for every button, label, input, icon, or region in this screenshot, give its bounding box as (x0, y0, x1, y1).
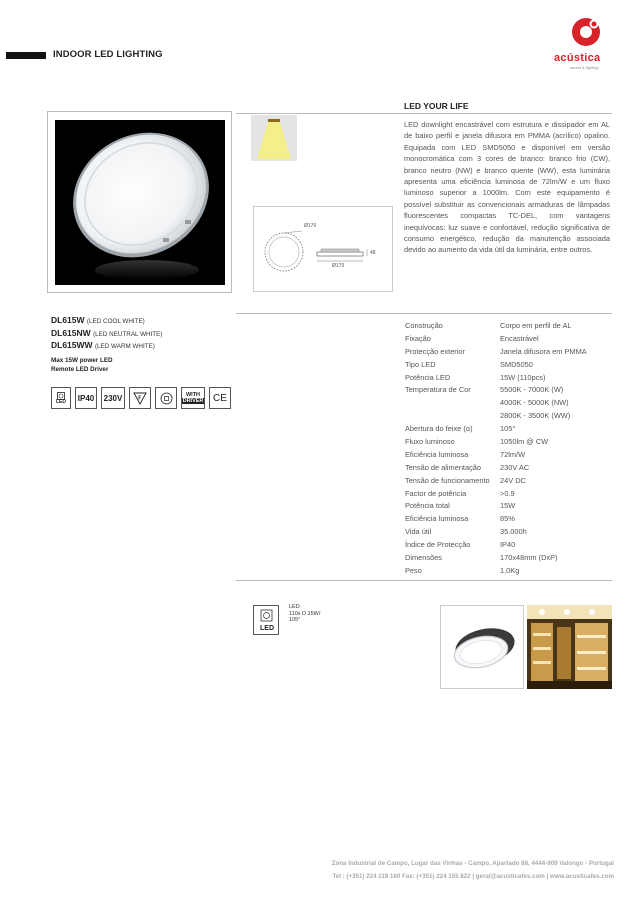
svg-text:F: F (138, 395, 142, 401)
shop-interior-image (527, 605, 612, 689)
logo-word: acústica (554, 52, 601, 64)
spec-value: 105° (500, 424, 516, 434)
spec-value: 15W (500, 501, 516, 511)
spec-key: Tipo LED (405, 359, 436, 369)
spec-key: Eficiência luminosa (405, 514, 469, 524)
height-label: 48 (370, 250, 376, 256)
spec-value: 85% (500, 514, 515, 524)
led-module-label: LED (260, 625, 274, 632)
spec-key: Factor de potência (405, 488, 467, 498)
dimension-drawing (253, 206, 393, 292)
product-description: LED downlight encastrável com estrutura e dissipador em AL de baixo perfil e janela difusora em PMMA (acrílico) opalino. Equipada com LED SMD5050 e disponível em versão monocromática com 3 cores de branco: branco frio (CW), branco neutro (NW) e branco quente (WW), esta luminária apresenta uma eficiência luminosa de 72lm/W e um fluxo luminoso superior a 1000lm. Com este equipamento é possível substituir as convencionais armaduras de lâmpadas fluorescentes compactas TC-DEL, com vantagens inequívocas: luz suave e confortável, redução significativa de consumo energético, redução da manutenção associada devido ao aumento da vida útil da luminária, entre outros. (404, 120, 610, 255)
class-ii-icon (155, 387, 177, 409)
voltage-icon: 230V (101, 387, 125, 409)
feature-item: Max 15W power LED (51, 357, 113, 364)
spec-value: 170x48mm (DxP) (500, 553, 558, 563)
spec-key: Tensão de alimentação (405, 462, 482, 472)
diameter-label: Ø170 (304, 223, 317, 229)
spec-value: 24V DC (500, 475, 526, 485)
spec-key: Tensão de funcionamento (405, 475, 490, 485)
spec-key: Peso (405, 565, 422, 575)
installation-photo (527, 605, 612, 689)
header-bar (6, 52, 46, 59)
header-title: INDOOR LED LIGHTING (53, 49, 163, 60)
footer-contacts: Tel : (+351) 224 119 160 Fax: (+351) 224 155 822 | geral@acusticafes.com | www.acusticafes.com (332, 873, 614, 880)
with-driver-icon: WITH DRIVER (181, 387, 205, 409)
logo-tagline: sound & lighting (570, 65, 599, 70)
spec-value: SMD5050 (500, 359, 533, 369)
spec-value: 72lm/W (500, 449, 526, 459)
light-beam-icon (251, 115, 297, 161)
logo-mark-icon (548, 14, 620, 54)
spec-value: Corpo em perfil de AL (500, 321, 572, 330)
spec-value: 35.000h (500, 527, 527, 537)
certification-icons (51, 387, 231, 409)
model-line: DL615W (LED COOL WHITE) (51, 315, 145, 325)
spec-key: Fixação (405, 333, 431, 343)
spec-key: Eficiência luminosa (405, 449, 469, 459)
spec-key: Construção (405, 321, 443, 330)
ip40-icon: IP40 (75, 387, 97, 409)
spec-value: >0.9 (500, 488, 515, 498)
spec-key: Dimensões (405, 553, 442, 563)
f-mark-icon (129, 387, 151, 409)
spec-value: 1,0Kg (500, 565, 520, 575)
spec-value: IP40 (500, 540, 516, 550)
ce-mark-icon: CE (209, 387, 231, 409)
model-line: DL615NW (LED NEUTRAL WHITE) (51, 327, 163, 338)
brand-logo (548, 14, 620, 70)
specs-bottom-rule (236, 580, 612, 581)
spec-value: 230V AC (500, 462, 530, 472)
section-title: LED YOUR LIFE (404, 101, 469, 111)
downlight-side-image (441, 606, 524, 689)
spec-key: Vida útil (405, 527, 432, 537)
spec-key: Abertura do feixe (α) (405, 424, 473, 434)
spec-value: 4000K - 5000K (NW) (500, 398, 569, 408)
downlight-photo (55, 120, 225, 285)
spec-key: Temperatura de Cor (405, 385, 471, 395)
specs-top-rule (236, 313, 612, 314)
spec-value: 15W (110pcs) (500, 372, 546, 382)
section-rule (236, 113, 612, 114)
spec-value: Encastrável (500, 333, 539, 343)
spec-value: 2800K - 3500K (WW) (500, 411, 571, 421)
spec-value: 1050lm @ CW (500, 437, 549, 447)
led-module-icon (253, 605, 279, 635)
feature-list (51, 357, 113, 374)
product-photo (47, 111, 232, 293)
led-module-text: LED 110x D 15W/ 105° (289, 604, 321, 624)
feature-item: Remote LED Driver (51, 365, 109, 373)
spec-key: Potência LED (405, 372, 451, 382)
spec-value: 5500K - 7000K (W) (500, 385, 564, 395)
beam-thumbnail (251, 115, 297, 161)
model-codes (51, 315, 162, 353)
model-line: DL615WW (LED WARM WHITE) (51, 340, 155, 350)
spec-value: Janela difusora em PMMA (500, 346, 587, 356)
spec-key: Fluxo luminoso (405, 437, 455, 447)
led-icon: LED (51, 387, 71, 409)
fixture-side-photo (440, 605, 524, 689)
spec-key: Índice de Protecção (405, 540, 471, 550)
footer-address: Zona Industrial de Campo, Lugar das Vinhas - Campo, Apartado 88, 4444-909 Valongo - Portugal (331, 860, 614, 867)
spec-key: Potência total (405, 501, 450, 511)
spec-key: Protecção exterior (405, 346, 465, 356)
base-diameter-label: Ø170 (332, 263, 345, 269)
